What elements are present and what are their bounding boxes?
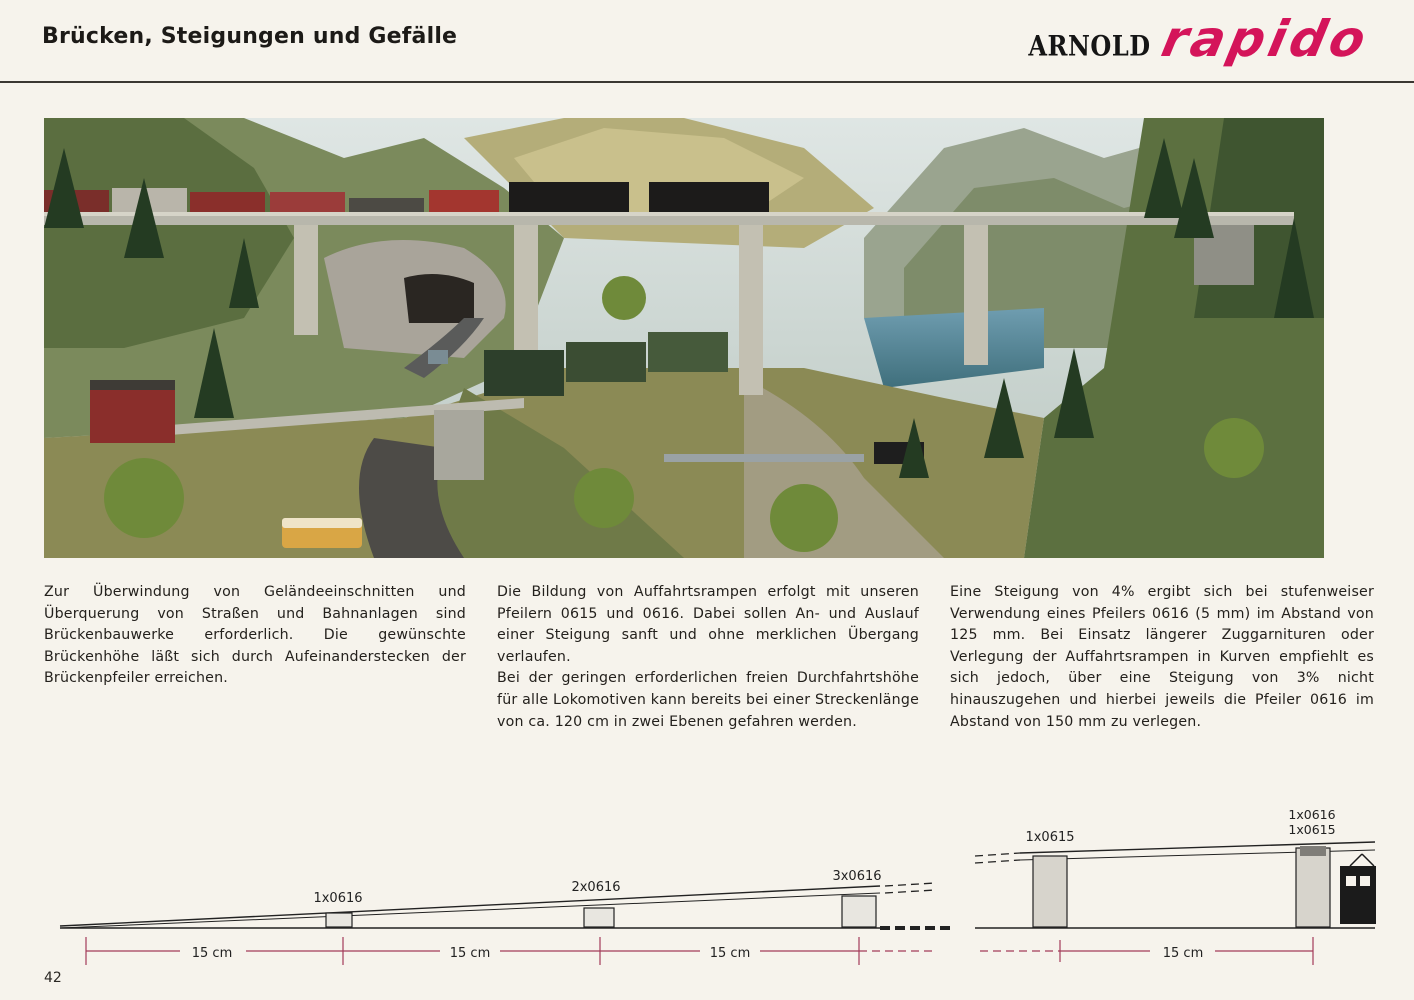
page-title: Brücken, Steigungen und Gefälle <box>42 24 458 49</box>
paragraph: Eine Steigung von 4% ergibt sich bei stufenweiser Verwendung eines Pfeilers 0616 (5 mm) im Abstand von 125 mm. Bei Einsatz längerer Zuggarnituren oder Verlegung der Auffahrtsrampen in Kurven empfiehlt es sich jedoch, über eine Steigung von 3% nicht hinauszugehen und hierbei jeweils die Pfeiler 0616 im Abstand von 150 mm zu verlegen. <box>950 584 1374 730</box>
photo-illustration <box>44 118 1324 558</box>
ramp-track <box>60 893 880 928</box>
distance-label: 15 cm <box>709 946 751 961</box>
header-rule <box>0 81 1414 83</box>
pillar-cap <box>1300 846 1326 856</box>
pillar-label: 1x0615 <box>1025 830 1075 845</box>
text-column-1 <box>44 582 466 690</box>
distance-label: 15 cm <box>191 946 233 961</box>
pillar <box>1296 848 1330 927</box>
pillar <box>326 913 352 927</box>
page-number: 42 <box>44 970 62 986</box>
brand-arnold: ARNOLD <box>1028 28 1151 63</box>
ramp-diagram <box>0 790 1414 975</box>
pillar-label: 1x0616 <box>1288 807 1336 822</box>
upper-track-break <box>975 860 1020 863</box>
pillar-label: 2x0616 <box>571 880 621 895</box>
distance-label: 15 cm <box>1162 946 1204 961</box>
pillar <box>1033 856 1067 927</box>
brand-rapido: rapido <box>1156 10 1375 68</box>
distance-label: 15 cm <box>449 946 491 961</box>
text-column-2 <box>497 582 919 733</box>
pillar <box>584 908 614 927</box>
ramp-track-break <box>885 890 935 893</box>
pillar-label: 3x0616 <box>832 869 882 884</box>
text-column-3 <box>950 582 1374 733</box>
paragraph: Die Bildung von Auffahrtsrampen erfolgt mit unseren Pfeilern 0615 und 0616. Dabei sollen An- und Auslauf einer Steigung sanft und ohne merklichen Übergang verlaufen. <box>497 584 919 665</box>
layout-photo <box>44 118 1324 558</box>
brand-logo <box>1028 10 1375 68</box>
ramp-track-break <box>885 883 935 886</box>
locomotive-icon <box>1340 854 1376 924</box>
pillar-label: 1x0616 <box>313 891 363 906</box>
pillar <box>842 896 876 927</box>
pillar-label: 1x0615 <box>1288 822 1336 837</box>
upper-track-break <box>975 853 1020 856</box>
ramp-track <box>60 886 880 926</box>
paragraph: Zur Überwindung von Geländeeinschnitten und Überquerung von Straßen und Bahnanlagen sind Brückenbauwerke erforderlich. Die gewünschte Brückenhöhe läßt sich durch Aufeinanderstecken der Brückenpfeiler erreichen. <box>44 584 466 687</box>
paragraph: Bei der geringen erforderlichen freien Durchfahrtshöhe für alle Lokomotiven kann bereits bei einer Streckenlänge von ca. 120 cm in zwei Ebenen gefahren werden. <box>497 670 919 730</box>
